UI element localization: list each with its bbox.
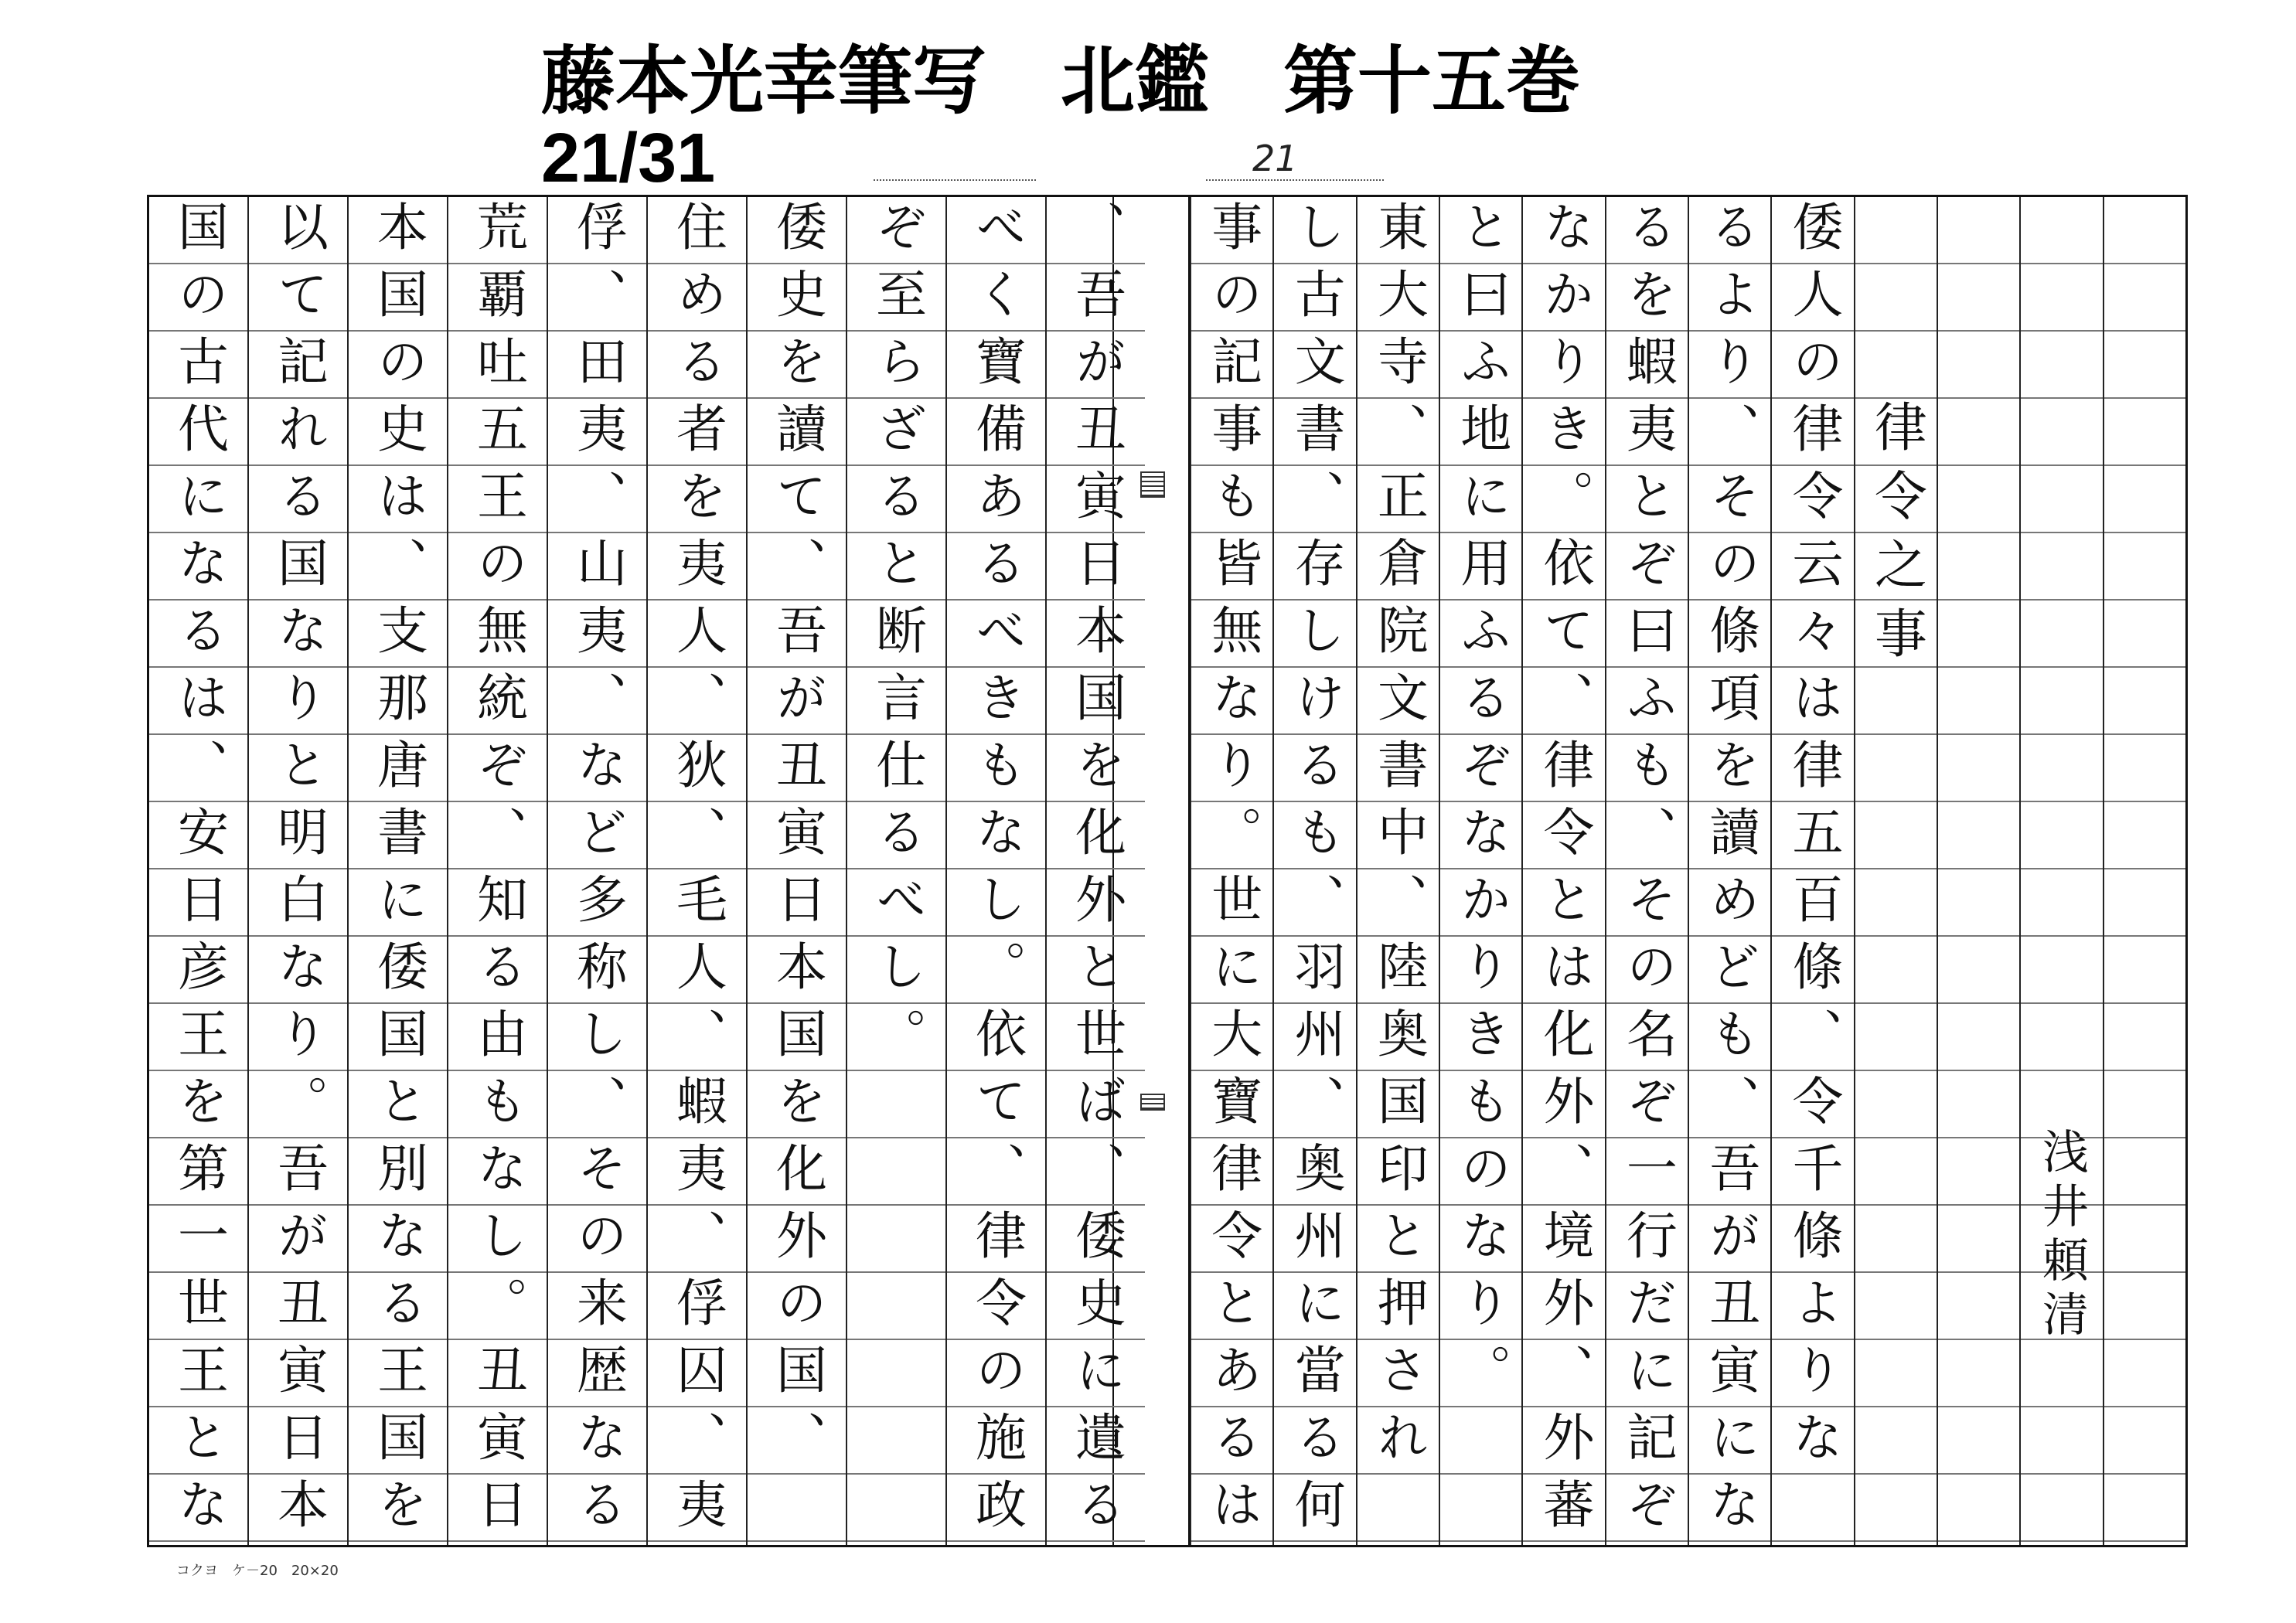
manuscript-column [1770, 197, 1853, 1545]
manuscript-right-half [1190, 197, 2185, 1545]
manuscript-sheet [147, 195, 2188, 1547]
manuscript-column [1045, 197, 1145, 1545]
column-text: し古文書、存しけるも、羽州、奥州に當る何 [1286, 200, 1346, 1545]
column-text: ぞ至らざると断言仕るべし。 [867, 200, 927, 1074]
column-text: 倭人の律令云々は律五百條、令千條よりな [1783, 200, 1844, 1478]
column-text: なかりき。依て、律令とは化外、境外、外蕃 [1535, 200, 1595, 1545]
dotted-rule [874, 179, 1036, 181]
manuscript-column [646, 197, 746, 1545]
manuscript-column [1937, 197, 2019, 1545]
column-text: 荒覇吐五王の無統ぞ、知る由もなし。丑寅日 [468, 200, 528, 1545]
manuscript-column [1356, 197, 1439, 1545]
manuscript-column [547, 197, 646, 1545]
page-indicator: 21/31 [541, 120, 716, 197]
manuscript-column [846, 197, 945, 1545]
manuscript-column [746, 197, 846, 1545]
column-text: 本国の史は、支那唐書に倭国と別なる王国を [368, 200, 428, 1545]
manuscript-column [2103, 197, 2185, 1545]
manuscript-column [1854, 197, 1937, 1545]
manuscript-column [1688, 197, 1770, 1545]
manuscript-column [1521, 197, 1604, 1545]
manuscript-column [347, 197, 447, 1545]
manuscript-column [1190, 197, 1272, 1545]
column-text: 、吾が丑寅日本国を化外と世ば、倭史に遺る [1066, 200, 1126, 1545]
manuscript-column [1439, 197, 1521, 1545]
column-text: 倭史を讀て、吾が丑寅日本国を化外の国、 [767, 200, 827, 1478]
document-title: 藤本光幸筆写 北鑑 第十五巻 [541, 38, 1580, 124]
author-name: 浅井頼清 [2035, 1128, 2090, 1344]
column-text [2104, 200, 2185, 1545]
column-text: べく寶備あるべきもなし。依て、律令の施政 [966, 200, 1027, 1545]
manuscript-column [1605, 197, 1688, 1545]
handwritten-page-number: 21 [1252, 138, 1298, 179]
paper-product-note: コクヨ ケ－20 20×20 [176, 1563, 339, 1579]
section-title: 律令之事 [1865, 400, 1927, 675]
column-text [1938, 200, 2019, 1545]
column-text: 国の古代になるは、安日彦王を第一世王とな [169, 200, 229, 1545]
column-text: 事の記事も皆無なり。世に大寶律令とあるは [1202, 200, 1262, 1545]
column-text: 俘、田夷、山夷、など多称し、その来歴なる [567, 200, 628, 1545]
manuscript-column [149, 197, 247, 1545]
column-text: るより、その條項を讀めども、吾が丑寅にな [1700, 200, 1760, 1545]
column-text: 住める者を夷人、狄、毛人、蝦夷、俘囚、夷 [667, 200, 727, 1545]
manuscript-column [447, 197, 547, 1545]
column-text: 以て記れる国なりと明白なり。吾が丑寅日本 [268, 200, 329, 1545]
manuscript-column [945, 197, 1045, 1545]
column-text: 東大寺、正倉院文書中、陸奥国印と押され [1368, 200, 1429, 1478]
manuscript-column [247, 197, 347, 1545]
manuscript-column [2019, 197, 2102, 1545]
column-text: と曰ふ地に用ふるぞなかりきものなり。 [1451, 200, 1511, 1410]
column-text: るを蝦夷とぞ曰ふも、その名ぞ一行だに記ぞ [1617, 200, 1678, 1545]
manuscript-column [1272, 197, 1355, 1545]
manuscript-left-half [149, 197, 1145, 1545]
